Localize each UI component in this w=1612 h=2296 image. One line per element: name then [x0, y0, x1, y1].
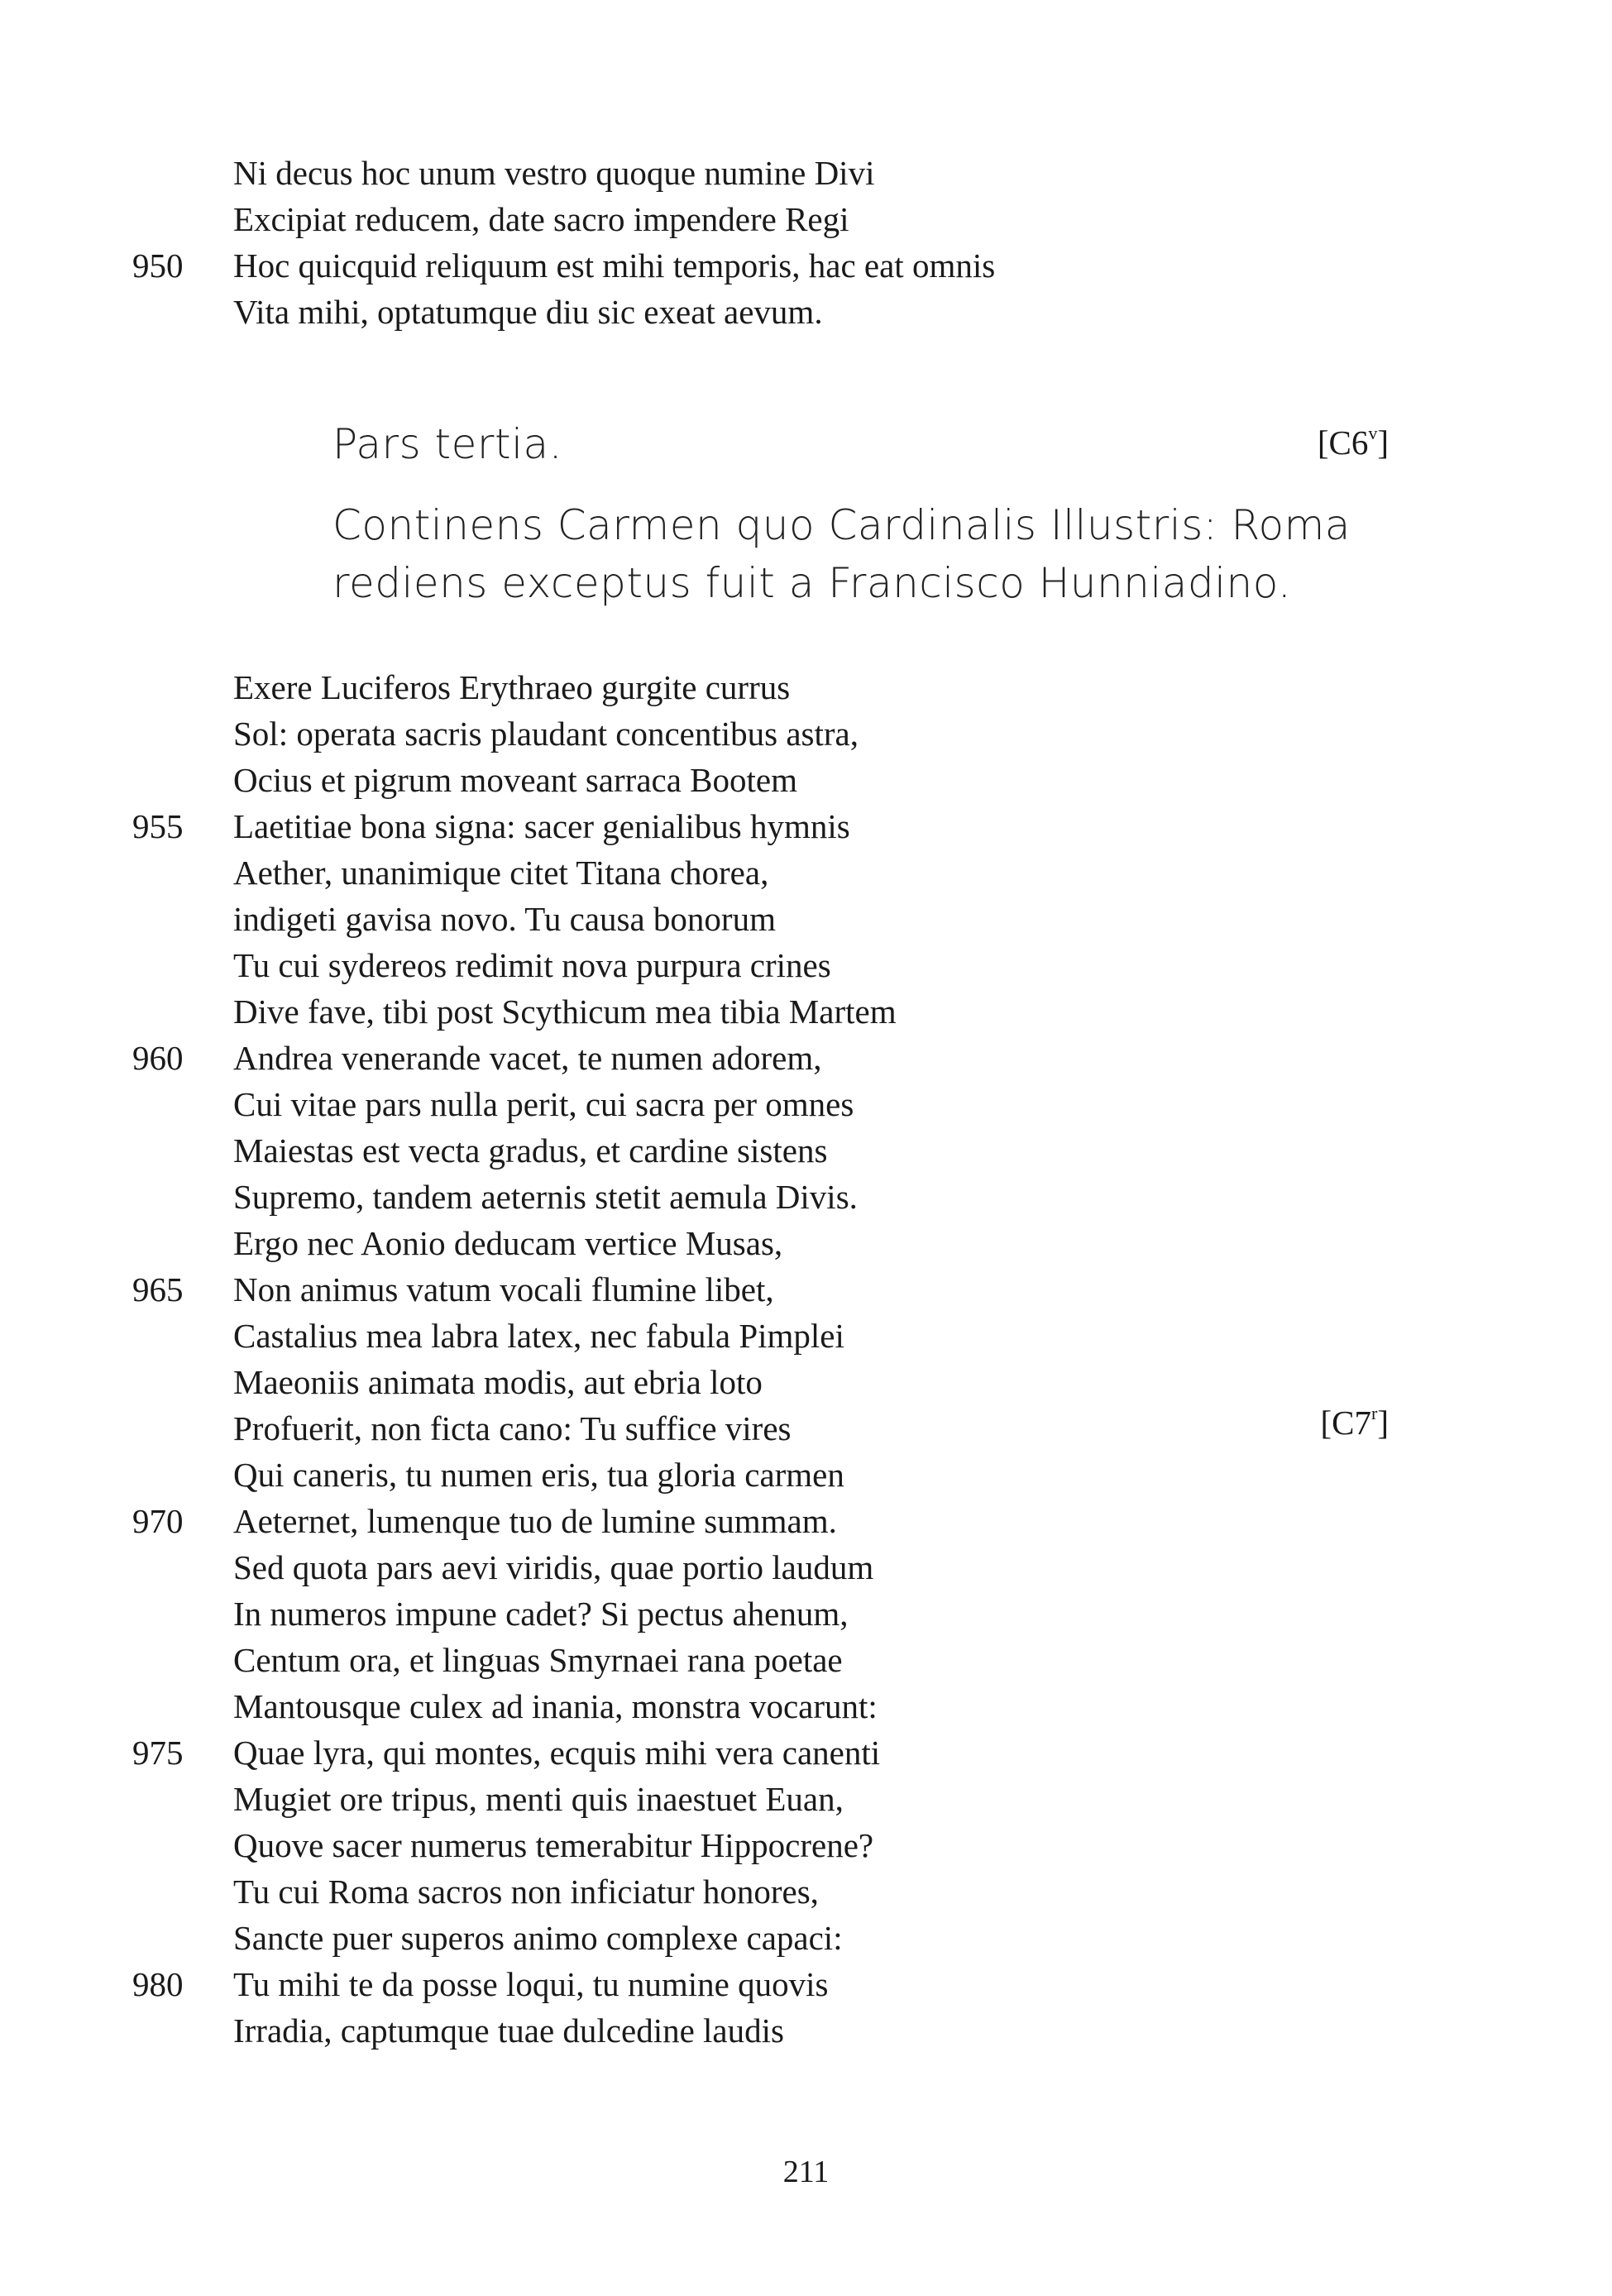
- line-number: 965: [132, 1270, 184, 1308]
- verse-text: Non animus vatum vocali flumine libet,: [233, 1270, 774, 1308]
- verse-line: [0, 1081, 1612, 1127]
- verse-text: Tu cui Roma sacros non inficiatur honores,: [233, 1873, 819, 1911]
- verse-text: Maiestas est vecta gradus, et cardine sistens: [233, 1131, 828, 1170]
- verse-text: Qui caneris, tu numen eris, tua gloria carmen: [233, 1456, 844, 1494]
- verse-line: [0, 664, 1612, 710]
- verse-text: Ni decus hoc unum vestro quoque numine Divi: [233, 154, 875, 192]
- verse-block-opening: [0, 150, 1612, 335]
- verse-line: [0, 988, 1612, 1035]
- verse-line: [0, 196, 1612, 242]
- verse-line: [0, 2007, 1612, 2054]
- verse-line: [0, 1961, 1612, 2007]
- verse-line: [0, 1359, 1612, 1405]
- verse-line: [0, 757, 1612, 803]
- section-subtitle-line: rediens exceptus fuit a Francisco Hunniadino.: [332, 559, 1292, 607]
- verse-line: [0, 1127, 1612, 1174]
- verse-line: [0, 896, 1612, 942]
- verse-text: Quae lyra, qui montes, ecquis mihi vera canenti: [233, 1734, 881, 1772]
- verse-text: Supremo, tandem aeternis stetit aemula Divis.: [233, 1178, 858, 1216]
- verse-text: Profuerit, non ficta cano: Tu suffice vires: [233, 1409, 792, 1447]
- verse-line: [0, 942, 1612, 988]
- verse-text: Centum ora, et linguas Smyrnaei rana poetae: [233, 1641, 843, 1679]
- verse-line: [0, 1776, 1612, 1822]
- verse-text: Quove sacer numerus temerabitur Hippocrene?: [233, 1826, 874, 1864]
- verse-text: Tu mihi te da posse loqui, tu numine quovis: [233, 1965, 829, 2003]
- line-number: 960: [132, 1039, 184, 1077]
- verse-line: [0, 1498, 1612, 1544]
- verse-text: Castalius mea labra latex, nec fabula Pimplei: [233, 1317, 844, 1355]
- verse-text: Sed quota pars aevi viridis, quae portio laudum: [233, 1548, 874, 1586]
- verse-line: [0, 1174, 1612, 1220]
- verse-line: [0, 1915, 1612, 1961]
- verse-text: Ocius et pigrum moveant sarraca Bootem: [233, 761, 797, 799]
- verse-text: Tu cui sydereos redimit nova purpura crines: [233, 946, 831, 984]
- verse-line: [0, 1452, 1612, 1498]
- line-number: 970: [132, 1502, 184, 1540]
- section-title: Pars tertia.: [332, 420, 562, 468]
- verse-line: [0, 1590, 1612, 1637]
- verse-text: indigeti gavisa novo. Tu causa bonorum: [233, 900, 776, 938]
- verse-line: [0, 1822, 1612, 1868]
- verse-block-main: [0, 664, 1612, 2054]
- verse-line: [0, 1035, 1612, 1081]
- section-subtitle: [332, 496, 1351, 612]
- verse-line: [0, 849, 1612, 896]
- verse-text: Ergo nec Aonio deducam vertice Musas,: [233, 1224, 783, 1262]
- verse-text: Laetitiae bona signa: sacer genialibus hymnis: [233, 807, 850, 845]
- verse-line: [0, 1729, 1612, 1776]
- line-number: 975: [132, 1734, 184, 1772]
- verse-text: Cui vitae pars nulla perit, cui sacra per omnes: [233, 1085, 854, 1123]
- verse-text: Dive fave, tibi post Scythicum mea tibia Martem: [233, 993, 897, 1031]
- verse-text: Sancte puer superos animo complexe capaci:: [233, 1919, 843, 1957]
- line-number: 950: [132, 246, 184, 285]
- verse-text: Mantousque culex ad inania, monstra vocarunt:: [233, 1687, 878, 1725]
- verse-text: Sol: operata sacris plaudant concentibus astra,: [233, 715, 859, 753]
- verse-line: [0, 803, 1612, 849]
- page-number: 211: [782, 2155, 830, 2189]
- section-subtitle-line: Continens Carmen quo Cardinalis Illustris: Roma: [332, 501, 1351, 549]
- verse-text: Excipiat reducem, date sacro impendere Regi: [233, 200, 849, 238]
- verse-line: [0, 1313, 1612, 1359]
- verse-text: Aether, unanimique citet Titana chorea,: [233, 854, 769, 892]
- verse-line: [0, 1868, 1612, 1915]
- verse-text: Irradia, captumque tuae dulcedine laudis: [233, 2011, 784, 2050]
- line-number: 980: [132, 1965, 184, 2003]
- verse-text: Vita mihi, optatumque diu sic exeat aevum.: [233, 293, 823, 331]
- verse-line: [0, 242, 1612, 289]
- verse-line: [0, 1220, 1612, 1266]
- verse-text: Andrea venerande vacet, te numen adorem,: [233, 1039, 822, 1077]
- verse-text: Hoc quicquid reliquum est mihi temporis, hac eat omnis: [233, 246, 996, 285]
- folio-marker: [C6$^v$]: [1317, 423, 1389, 462]
- verse-text: Maeoniis animata modis, aut ebria loto: [233, 1363, 763, 1401]
- line-number: 955: [132, 807, 184, 845]
- verse-text: Aeternet, lumenque tuo de lumine summam.: [233, 1502, 837, 1540]
- verse-text: Exere Luciferos Erythraeo gurgite currus: [233, 668, 791, 706]
- folio-marker: [C7$^r$]: [1320, 1403, 1389, 1442]
- verse-line: [0, 150, 1612, 196]
- verse-text: Mugiet ore tripus, menti quis inaestuet Euan,: [233, 1780, 844, 1818]
- verse-text: In numeros impune cadet? Si pectus ahenum,: [233, 1595, 849, 1633]
- verse-line: [0, 1266, 1612, 1313]
- verse-line: [0, 1637, 1612, 1683]
- verse-line: [0, 1683, 1612, 1729]
- verse-line: [0, 1544, 1612, 1590]
- verse-line: [0, 710, 1612, 757]
- verse-line: [0, 289, 1612, 335]
